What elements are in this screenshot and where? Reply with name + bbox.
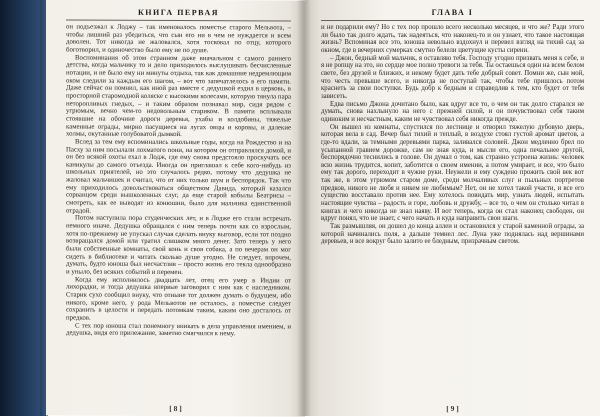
paragraph: Потом наступила пора студенческих лет, и в Лодже его стали встречать немного иначе. Дедушка обращался с ним теперь почти как со взрослым, хотя по-прежнему не упускал случая сделать внуку выговор, если тот поздно возвращался домой или тратил слишком много денег. Зато теперь у него были собственные комнаты, свой конь и своя собака, а по вечерам он мог сидеть в библиотеке и читать сколько душе угодно. Не следует, впрочем, думать, будто юноша был несчастлив – просто жизнь его текла однообразно и уныло, без всяких событий и перемен. (66, 214, 291, 277)
paragraph: Едва письмо Джона дочитано было, как вдруг все то, о чем он так долго старался не думать, снова нахлынуло на него с прежней силой, и он почувствовал себя таким одиноким и несчастным, каким не чувствовал себя никогда прежде. (321, 100, 584, 123)
right-page-text (321, 24, 584, 246)
running-head-left: КНИГА ПЕРВАЯ (137, 7, 220, 18)
book-gutter-shadow (297, 0, 311, 416)
paragraph: Вслед за тем ему вспоминались школьные годы, когда на Рождество и на Пасху за ним посылали лохматого пони, на котором он отправлялся домой, и он без всякой охоты ехал в Лодж, где ему снова предстояло проскучать все каникулы до самого отъезда. Иногда он приглашал к себе кого-нибудь из школьных приятелей, но это случалось редко, потому что дедушка не жаловал мальчишек и считал, что от них только шум и беспорядок. Так что ему приходилось довольствоваться обществом Давида, который казался сорванцом среди вышколенных слуг, да еще старой кобылы Беатрисы – смотреть, как ее выводят из конюшни, было для мальчика единственной отрадой. (66, 138, 291, 215)
left-page-text (66, 24, 291, 339)
paragraph: он подъезжал к Лоджу – так именовалось поместье старого Мельвота, – чтобы лишний раз убедиться, что сын его ни в чем не нуждается и всем доволен. Тот никогда не жаловался, хотя тосковал по отцу, которого боготворил, и одиночество было ему не по душе. (66, 23, 291, 55)
left-page (46, 0, 305, 417)
paragraph: – Джон, бедный мой мальчик, я оставляю тебя. Господу угодно призвать меня к себе, и я не ропщу на это, но сердце мое полно тревоги за тебя. Ты остаешься один на всем белом свете, без друзей и близких, и некому будет дать тебе добрый совет. Помни же, сын мой, что честь превыше всего, и никогда не поступай так, чтобы тебе пришлось потом краснеть за свои поступки. Будь добр к бедным и справедлив к тем, кто будет от тебя зависеть. (321, 54, 584, 100)
paragraph: и не подарили ему? Но с тех пор прошло всего несколько месяцев, и что же? Ради этого ли было так долго ждать, так надеяться, что наконец-то и он узнает, что такое настоящая жизнь? Вспоминая все это, юноша невольно вздохнул и перевел взгляд на тихий сад за окном, где в вечерних сумерках смутно белели цветущие кусты сирени. (321, 24, 584, 54)
right-page (305, 0, 600, 416)
paragraph: Так размышляя, он дошел до конца аллеи и остановился у старой каменной ограды, за которой начинались поля, а дальше темнел лес. Луна уже поднялась над вершинами деревьев, и все вокруг было залито ее бледным, призрачным светом. (321, 223, 584, 246)
header-rule-right (321, 20, 584, 21)
running-head-right: ГЛАВА I (431, 8, 474, 17)
paragraph: С тех пор юноша стал понемногу вникать в дела управления имением, и дедушка, видя его прилежание, заметно смягчился к нему. (66, 322, 291, 338)
paragraph: Воспоминания об этом странном даже вначальном с самого раннего детства, когда мальчику то и дело приходилось выслушивать бесчисленные нотации, и не было ему ни минуты отдыха, так как домашние недремлющим оком следили за каждым его шагом, – вот что запечатлелось в его памяти. Даже сейчас он помнил, как иной раз вместе с дедушкой ездил в церковь, в просторной старомодной коляске с высокими колесами, которую тянула пара неторопливых гнедых, – и таким образом познавал мир, сидя рядом с угрюмым, вечно чем-то недовольным стариком. В памяти всплывали стоявшие на обочине дороги деревья, ухабы и колдобины, тяжелые каменные ограды, мирно пасущиеся на лугах овцы и коровы, и далекие холмы, окутанные голубоватой дымкой. (66, 54, 291, 139)
page-number-right: [ 9 ] (446, 404, 459, 413)
book-spine (0, 0, 40, 416)
header-rule-left (66, 20, 291, 22)
paragraph: Когда ему исполнилось двадцать лет, отец его умер в Индии от лихорадки, и тогда дедушка впервые заговорил с ним как с наследником. Старик сухо сообщил внуку, что отныне тот должен думать о будущем, ибо никого, кроме него, у рода Мельвотов не осталось, а поместье следует сохранить в целости и передать потомкам таким, каким оно досталось от предков. (66, 276, 291, 322)
page-number-left: [ 8 ] (169, 403, 182, 414)
paragraph: Он вышел из комнаты, спустился по лестнице и отворил тяжелую дубовую дверь, которая вела в сад. Вечер был тихий и теплый, в воздухе стоял густой аромат цветов, а где-то вдали, за темными деревьями парка, заливался соловей. Джон медленно брел по усыпанной гравием дорожке, сам не зная куда, и мысли его, одна печальнее другой, беспорядочно теснились в голове. Он думал о том, как странно устроена жизнь: человек всю жизнь трудится, копит, заботится о своем имении, а потом умирает, и все, что было ему так дорого, переходит в чужие руки. Неужели и ему суждено прожить свой век вот так же, в этом угрюмом старом доме, среди молчаливых слуг и пыльных портретов предков, никого не любя и никем не любимым? Нет, он не хотел такой участи, и все его существо восставало против нее. Ему хотелось повидать мир, узнать людей, испытать настоящие чувства – радость и горе, любовь и дружбу, – все то, о чем он столько читал в книгах и чего никогда не знал наяву. И вот теперь, когда он стал наконец свободен, он вдруг понял, что не знает, с чего начать и куда направить свои шаги. (321, 123, 584, 223)
